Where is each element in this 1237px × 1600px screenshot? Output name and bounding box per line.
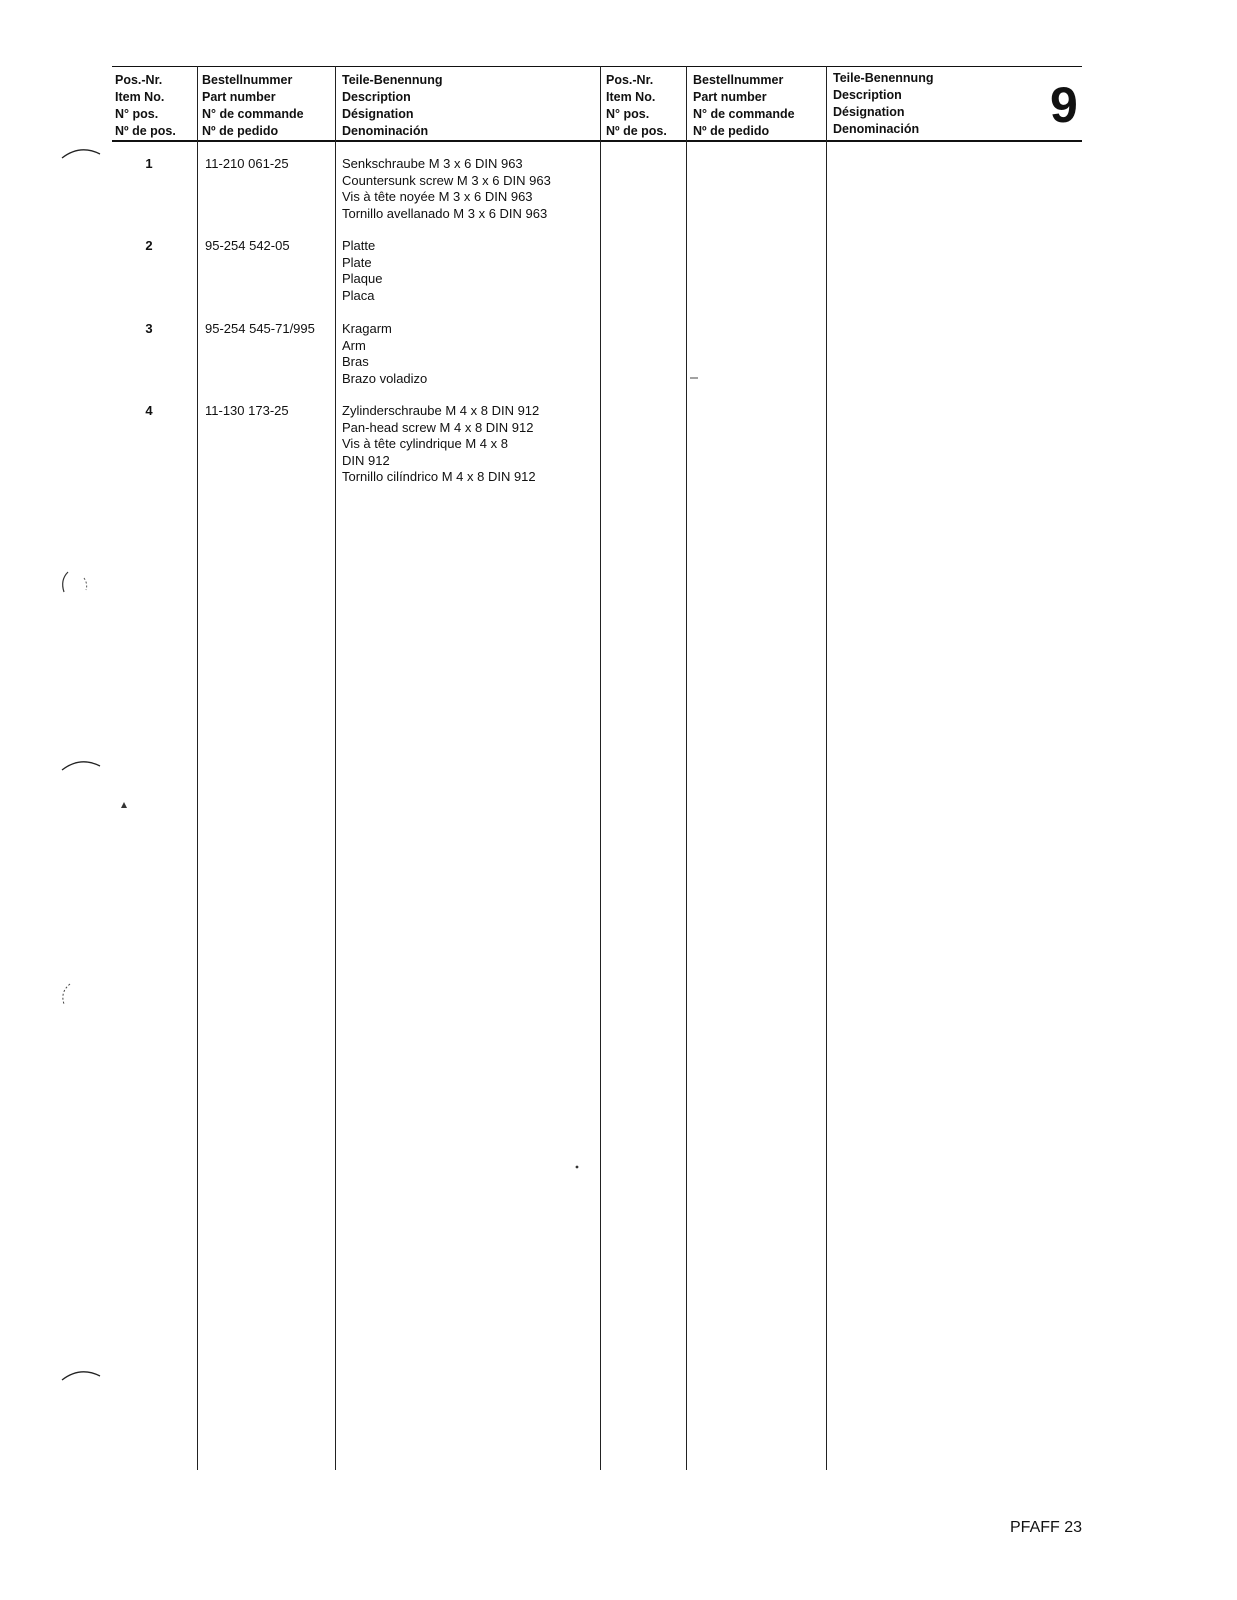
table-top-rule	[112, 66, 1082, 67]
description-line: Senkschraube M 3 x 6 DIN 963	[342, 156, 523, 171]
description-line: Countersunk screw M 3 x 6 DIN 963	[342, 172, 551, 188]
header-line: Item No.	[115, 90, 165, 104]
punch-hole-mark	[56, 568, 96, 604]
punch-hole-mark	[58, 140, 108, 170]
punch-hole-mark	[58, 752, 108, 782]
column-divider	[600, 66, 601, 1470]
header-desc-right	[833, 70, 933, 138]
description-line: Kragarm	[342, 321, 392, 336]
header-line: Bestellnummer	[693, 73, 784, 87]
header-pos-left	[115, 72, 176, 140]
row-description	[342, 321, 427, 387]
header-line: N° de commande	[202, 107, 304, 121]
page-footer: PFAFF 23	[1010, 1519, 1083, 1536]
header-line: Part number	[693, 90, 767, 104]
header-line: Part number	[202, 90, 276, 104]
header-line: Nº de pedido	[202, 124, 279, 138]
header-desc-left	[342, 72, 442, 140]
column-divider	[686, 66, 687, 1470]
row-pos: 3	[145, 321, 153, 336]
header-part-right	[693, 72, 795, 140]
row-description	[342, 403, 539, 486]
description-line: Pan-head screw M 4 x 8 DIN 912	[342, 419, 534, 435]
description-line: Vis à tête noyée M 3 x 6 DIN 963	[342, 189, 533, 204]
header-line: Nº de pos.	[115, 124, 176, 138]
row-description	[342, 156, 551, 222]
description-line: Platte	[342, 238, 376, 253]
row-pos: 2	[145, 238, 153, 253]
header-line: Pos.-Nr.	[115, 73, 163, 87]
description-line: Arm	[342, 337, 366, 353]
header-part-left	[202, 72, 304, 140]
column-divider	[335, 66, 336, 1470]
section-number: 9	[1050, 77, 1078, 133]
header-line: Bestellnummer	[202, 73, 293, 87]
column-divider	[826, 66, 827, 1470]
description-line: Placa	[342, 287, 375, 303]
header-line: Teile-Benennung	[833, 71, 934, 85]
header-line: Denominación	[833, 122, 920, 136]
header-line: Description	[833, 88, 902, 102]
header-line: Désignation	[342, 107, 414, 121]
table-header-rule	[112, 140, 1082, 142]
scan-speck	[574, 1164, 580, 1170]
header-line: Teile-Benennung	[342, 73, 443, 87]
description-line: Zylinderschraube M 4 x 8 DIN 912	[342, 403, 540, 418]
header-pos-right	[606, 72, 667, 140]
header-line: N° de commande	[693, 107, 795, 121]
row-description	[342, 238, 382, 304]
header-line: Denominación	[342, 124, 429, 138]
header-line: Description	[342, 90, 411, 104]
header-line: Nº de pedido	[693, 124, 770, 138]
column-divider	[197, 66, 198, 1470]
description-line: Tornillo cilíndrico M 4 x 8 DIN 912	[342, 469, 536, 484]
header-line: N° pos.	[606, 107, 650, 121]
scan-speck	[690, 376, 700, 380]
punch-hole-mark	[56, 980, 96, 1016]
row-pos: 1	[145, 156, 153, 171]
row-part-number: 95-254 545-71/995	[205, 321, 315, 336]
description-line: Tornillo avellanado M 3 x 6 DIN 963	[342, 205, 548, 221]
header-line: Pos.-Nr.	[606, 73, 654, 87]
punch-hole-mark	[58, 1362, 108, 1392]
description-line: Plate	[342, 254, 372, 270]
row-part-number: 11-210 061-25	[205, 156, 289, 171]
description-line: Vis à tête cylindrique M 4 x 8	[342, 436, 508, 451]
header-line: Item No.	[606, 90, 656, 104]
description-line: Plaque	[342, 271, 383, 286]
header-line: N° pos.	[115, 107, 159, 121]
row-part-number: 11-130 173-25	[205, 403, 289, 418]
description-line: Bras	[342, 354, 369, 369]
header-line: Désignation	[833, 105, 905, 119]
description-line: Brazo voladizo	[342, 370, 428, 386]
row-part-number: 95-254 542-05	[205, 238, 290, 253]
header-line: Nº de pos.	[606, 124, 667, 138]
row-pos: 4	[145, 403, 153, 418]
scan-speck	[118, 800, 130, 812]
description-line: DIN 912	[342, 452, 390, 468]
